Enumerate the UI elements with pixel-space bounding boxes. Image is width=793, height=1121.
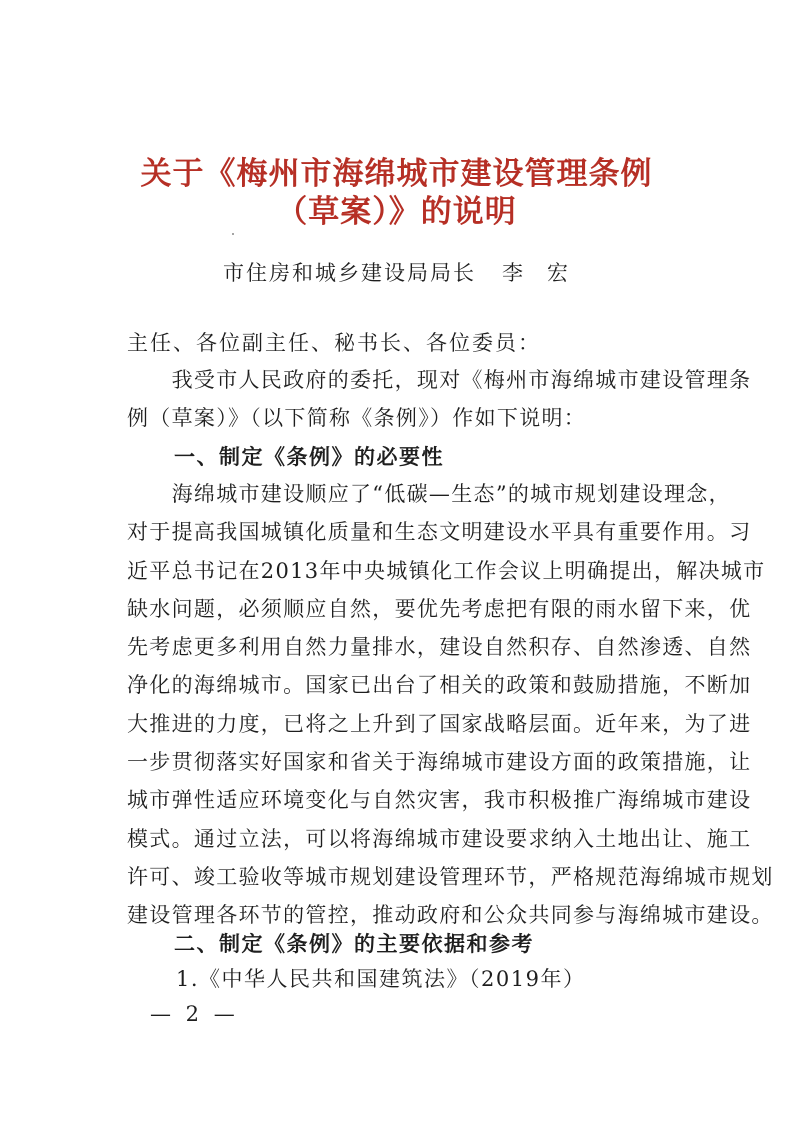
page-number: — 2 —	[150, 1002, 239, 1026]
paragraph-line: 海绵城市建设顺应了“低碳—生态”的城市规划建设理念，	[127, 482, 731, 506]
intro-paragraph	[127, 361, 752, 438]
author-position: 市住房和城乡建设局局长	[223, 261, 476, 285]
section-1-heading: 一、制定《条例》的必要性	[174, 444, 444, 469]
author-line	[0, 257, 793, 287]
author-name-second: 宏	[547, 261, 570, 285]
paragraph-line: 大推进的力度，已将之上升到了国家战略层面。近年来，为了进	[127, 711, 752, 736]
section-2-heading: 二、制定《条例》的主要依据和参考	[174, 931, 534, 956]
paragraph-line: 许可、竣工验收等城市规划建设管理环节，严格规范海绵城市规划	[127, 864, 774, 889]
paragraph-line: 净化的海绵城市。国家已出台了相关的政策和鼓励措施，不断加	[127, 673, 752, 698]
intro-line: 我受市人民政府的委托，现对《梅州市海绵城市建设管理条	[127, 368, 752, 392]
paragraph-line: 城市弹性适应环境变化与自然灾害，我市积极推广海绵城市建设	[127, 788, 752, 813]
author-name-first: 李	[502, 261, 525, 285]
document-title-line-1: 关于《梅州市海绵城市建设管理条例	[140, 156, 653, 192]
salutation: 主任、各位副主任、秘书长、各位委员：	[127, 331, 541, 355]
paragraph-line: 一步贯彻落实好国家和省关于海绵城市建设方面的政策措施，让	[127, 750, 752, 775]
section-2-item-1: 1.《中华人民共和国建筑法》（2019年）	[176, 967, 586, 991]
paragraph-line: 建设管理各环节的管控，推动政府和公众共同参与海绵城市建设。	[127, 903, 774, 928]
paragraph-line: 对于提高我国城镇化质量和生态文明建设水平具有重要作用。习	[127, 520, 752, 545]
scan-dot	[232, 233, 234, 235]
paragraph-line: 模式。通过立法，可以将海绵城市建设要求纳入土地出让、施工	[127, 826, 752, 851]
paragraph-line: 近平总书记在2013年中央城镇化工作会议上明确提出，解决城市	[127, 558, 766, 583]
document-title-line-2: （草案）》的说明	[276, 194, 517, 230]
paragraph-line: 缺水问题，必须顺应自然，要优先考虑把有限的雨水留下来，优	[127, 596, 752, 621]
paragraph-line: 先考虑更多利用自然力量排水，建设自然积存、自然渗透、自然	[127, 635, 752, 660]
intro-line: 例（草案）》（以下简称《条例》）作如下说明：	[127, 406, 587, 431]
section-1-paragraph	[127, 475, 774, 935]
